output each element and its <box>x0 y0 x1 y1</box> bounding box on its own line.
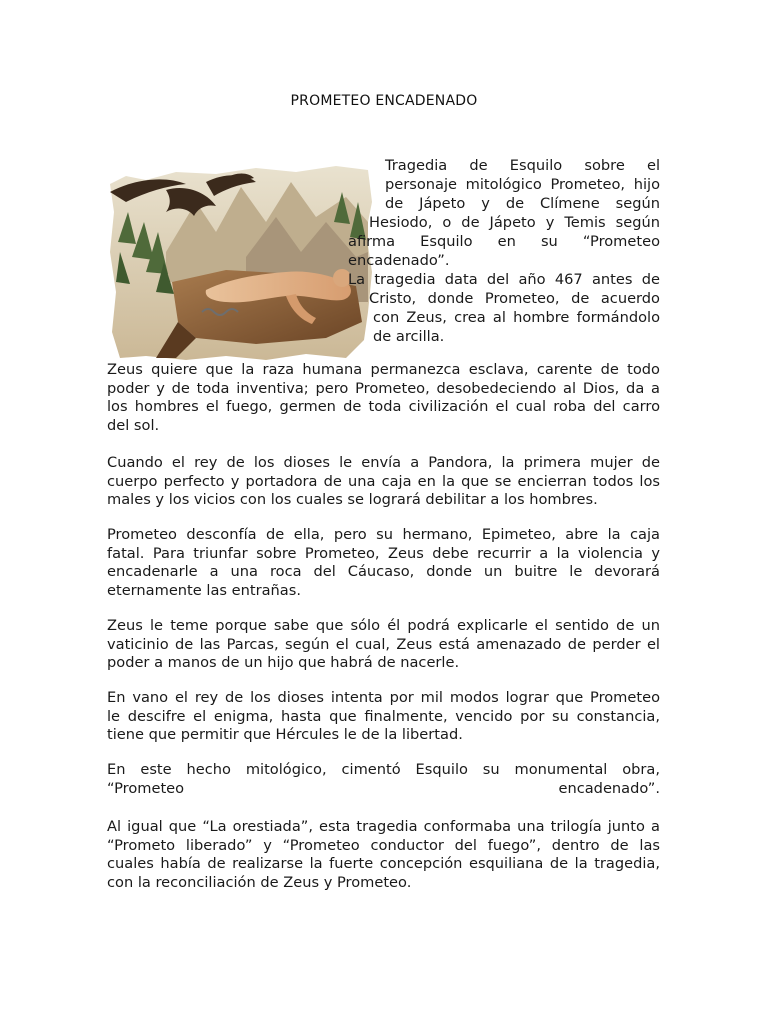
paragraph-line: Prometeo desconfía de ella, pero su hermano, Epimeteo, abre la caja <box>107 526 660 543</box>
prometheus-chained-painting <box>106 162 374 362</box>
paragraph-line: En vano el rey de los dioses intenta por mil modos lograr que Prometeo <box>107 689 660 706</box>
paragraph-line: tiene que permitir que Hércules le de la libertad. <box>107 726 463 744</box>
intro-line: Tragedia de Esquilo sobre el <box>385 157 660 174</box>
paragraph-line: cuales había de realizarse la fuerte concepción esquiliana de la tragedia, <box>107 855 660 873</box>
intro-line: La tragedia data del año 467 antes de <box>348 271 660 288</box>
intro-line: de Jápeto y de Clímene según <box>385 195 660 212</box>
body-paragraph <box>107 818 660 892</box>
paragraph-line: del sol. <box>107 416 160 434</box>
paragraph-line: “Prometo liberado” y “Prometeo conductor del fuego”, dentro de las <box>107 836 660 854</box>
intro-line: personaje mitológico Prometeo, hijo <box>385 176 660 193</box>
document-title: PROMETEO ENCADENADO <box>290 93 478 109</box>
body-paragraph <box>107 617 660 673</box>
paragraph-line: Al igual que “La orestiada”, esta tragedia conformaba una trilogía junto a <box>107 818 660 835</box>
intro-line: Hesiodo, o de Jápeto y Temis según <box>369 214 660 231</box>
paragraph-line: los hombres el fuego, germen de toda civilización el cual roba del carro <box>107 398 660 416</box>
paragraph-line: con la reconciliación de Zeus y Prometeo. <box>107 873 412 891</box>
paragraph-line: le descifre el enigma, hasta que finalmente, vencido por su constancia, <box>107 707 660 725</box>
paragraph-line: Zeus le teme porque sabe que sólo él podrá explicarle el sentido de un <box>107 617 660 634</box>
paragraph-line: males y los vicios con los cuales se logrará debilitar a los hombres. <box>107 491 598 509</box>
intro-line: de arcilla. <box>373 328 445 345</box>
intro-line: Cristo, donde Prometeo, de acuerdo <box>369 290 660 307</box>
paragraph-line: encadenarle a una roca del Cáucaso, donde un buitre le devorará <box>107 563 660 581</box>
body-paragraph <box>107 761 660 798</box>
paragraph-line: vaticinio de las Parcas, según el cual, Zeus está amenazado de perder el <box>107 635 660 653</box>
paragraph-line: poder a manos de un hijo que habrá de nacerle. <box>107 654 460 672</box>
paragraph-line: fatal. Para triunfar sobre Prometeo, Zeus debe recurrir a la violencia y <box>107 544 660 562</box>
paragraph-line: poder y de toda inventiva; pero Prometeo, desobedeciendo al Dios, da a <box>107 379 660 397</box>
paragraph-line: Cuando el rey de los dioses le envía a Pandora, la primera mujer de <box>107 454 660 471</box>
body-paragraph <box>107 361 660 435</box>
paragraph-line: cuerpo perfecto y portadora de una caja en la que se encierran todos los <box>107 472 660 490</box>
body-paragraph <box>107 454 660 510</box>
paragraph-line: “Prometeo encadenado”. <box>107 779 660 797</box>
body-paragraph <box>107 689 660 745</box>
paragraph-line: En este hecho mitológico, cimentó Esquilo su monumental obra, <box>107 761 660 778</box>
intro-line: afirma Esquilo en su “Prometeo <box>348 233 660 250</box>
paragraph-line: Zeus quiere que la raza humana permanezca esclava, carente de todo <box>107 361 660 378</box>
body-paragraph <box>107 526 660 600</box>
intro-line: encadenado”. <box>348 252 450 269</box>
intro-line: con Zeus, crea al hombre formándolo <box>373 309 660 326</box>
paragraph-line: eternamente las entrañas. <box>107 581 301 599</box>
